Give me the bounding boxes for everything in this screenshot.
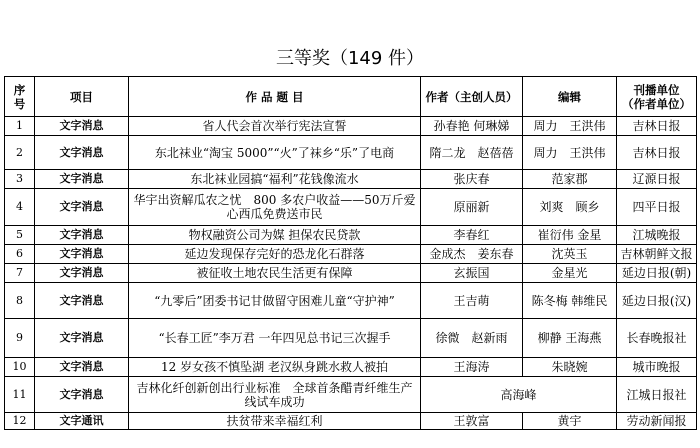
row-author: 王海涛 (421, 358, 523, 377)
row-work: “九零后”团委书记甘做留守困难儿童“守护神” (129, 283, 421, 319)
row-author: 玄振国 (421, 264, 523, 283)
header-index: 序 号 (5, 77, 35, 117)
row-type: 文字消息 (35, 319, 129, 358)
table-row (5, 245, 697, 264)
row-editor: 黄宇 (523, 413, 617, 430)
row-index: 1 (5, 117, 35, 136)
row-type: 文字消息 (35, 117, 129, 136)
row-index: 7 (5, 264, 35, 283)
row-author: 王吉萌 (421, 283, 523, 319)
table-row (5, 319, 697, 358)
row-index: 2 (5, 136, 35, 170)
row-author: 原丽新 (421, 189, 523, 226)
row-editor: 崔衍伟 金星 (523, 226, 617, 245)
header-type: 项目 (35, 77, 129, 117)
row-type: 文字消息 (35, 170, 129, 189)
row-work: 华宇出资解瓜农之忧 800 多农户收益——50万斤爱心西瓜免费送市民 (129, 189, 421, 226)
row-author: 徐微 赵新雨 (421, 319, 523, 358)
row-work: 扶贫带来幸福红利 (129, 413, 421, 430)
row-index: 3 (5, 170, 35, 189)
row-editor: 刘爽 顾乡 (523, 189, 617, 226)
row-editor: 沈英玉 (523, 245, 617, 264)
row-editor: 周力 王洪伟 (523, 136, 617, 170)
row-unit: 吉林日报 (617, 117, 697, 136)
row-unit: 吉林日报 (617, 136, 697, 170)
row-unit: 延边日报(朝) (617, 264, 697, 283)
row-editor: 范家郡 (523, 170, 617, 189)
row-index: 12 (5, 413, 35, 430)
row-author: 张庆春 (421, 170, 523, 189)
row-unit: 辽源日报 (617, 170, 697, 189)
row-index: 5 (5, 226, 35, 245)
row-work: 物权融资公司为媒 担保农民贷款 (129, 226, 421, 245)
row-author: 高海峰 (421, 377, 617, 413)
row-type: 文字消息 (35, 358, 129, 377)
table-row (5, 264, 697, 283)
row-editor: 柳静 王海燕 (523, 319, 617, 358)
row-author: 孙春艳 何琳娣 (421, 117, 523, 136)
row-unit: 劳动新闻报 (617, 413, 697, 430)
table-row (5, 136, 697, 170)
row-type: 文字消息 (35, 264, 129, 283)
table-row (5, 170, 697, 189)
row-index: 9 (5, 319, 35, 358)
row-editor: 周力 王洪伟 (523, 117, 617, 136)
page-title: 三等奖（149 件） (275, 48, 425, 69)
row-work: 东北袜业“淘宝 5000”“火”了袜乡“乐”了电商 (129, 136, 421, 170)
row-type: 文字消息 (35, 245, 129, 264)
row-author: 王敦富 (421, 413, 523, 430)
header-editor: 编辑 (523, 77, 617, 117)
header-author: 作者（主创人员） (421, 77, 523, 117)
row-type: 文字通讯 (35, 413, 129, 430)
row-unit: 延边日报(汉) (617, 283, 697, 319)
row-unit: 城市晚报 (617, 358, 697, 377)
row-unit: 吉林朝鲜文报 (617, 245, 697, 264)
row-editor: 陈冬梅 韩维民 (523, 283, 617, 319)
table-row (5, 413, 697, 430)
row-index: 8 (5, 283, 35, 319)
row-work: 吉林化纤创新创出行业标准 全球首条醋青纤维生产线试车成功 (129, 377, 421, 413)
table-row (5, 358, 697, 377)
row-unit: 江城晚报 (617, 226, 697, 245)
row-editor: 朱晓婉 (523, 358, 617, 377)
row-type: 文字消息 (35, 226, 129, 245)
row-index: 4 (5, 189, 35, 226)
row-author: 金成杰 姜东春 (421, 245, 523, 264)
row-index: 10 (5, 358, 35, 377)
header-unit: 刊播单位 （作者单位） (617, 77, 697, 117)
row-author: 李春红 (421, 226, 523, 245)
row-type: 文字消息 (35, 189, 129, 226)
row-work: 东北袜业园搞“福利”花钱像流水 (129, 170, 421, 189)
row-type: 文字消息 (35, 136, 129, 170)
row-index: 11 (5, 377, 35, 413)
row-editor: 金星光 (523, 264, 617, 283)
row-work: 被征收土地农民生活更有保障 (129, 264, 421, 283)
row-index: 6 (5, 245, 35, 264)
table-row (5, 377, 697, 413)
awards-table (4, 76, 697, 430)
row-unit: 四平日报 (617, 189, 697, 226)
row-author: 隋二龙 赵蓓蓓 (421, 136, 523, 170)
row-type: 文字消息 (35, 283, 129, 319)
row-work: “长春工匠”李万君 一年四见总书记三次握手 (129, 319, 421, 358)
table-row (5, 283, 697, 319)
row-unit: 江城日报社 (617, 377, 697, 413)
row-unit: 长春晚报社 (617, 319, 697, 358)
row-type: 文字消息 (35, 377, 129, 413)
row-work: 12 岁女孩不慎坠湖 老汉纵身跳水救人被拍 (129, 358, 421, 377)
header-work: 作 品 题 目 (129, 77, 421, 117)
row-work: 省人代会首次举行宪法宣誓 (129, 117, 421, 136)
table-row (5, 189, 697, 226)
row-work: 延边发现保存完好的恐龙化石群落 (129, 245, 421, 264)
table-row (5, 226, 697, 245)
table-row (5, 117, 697, 136)
header-row (5, 77, 697, 117)
